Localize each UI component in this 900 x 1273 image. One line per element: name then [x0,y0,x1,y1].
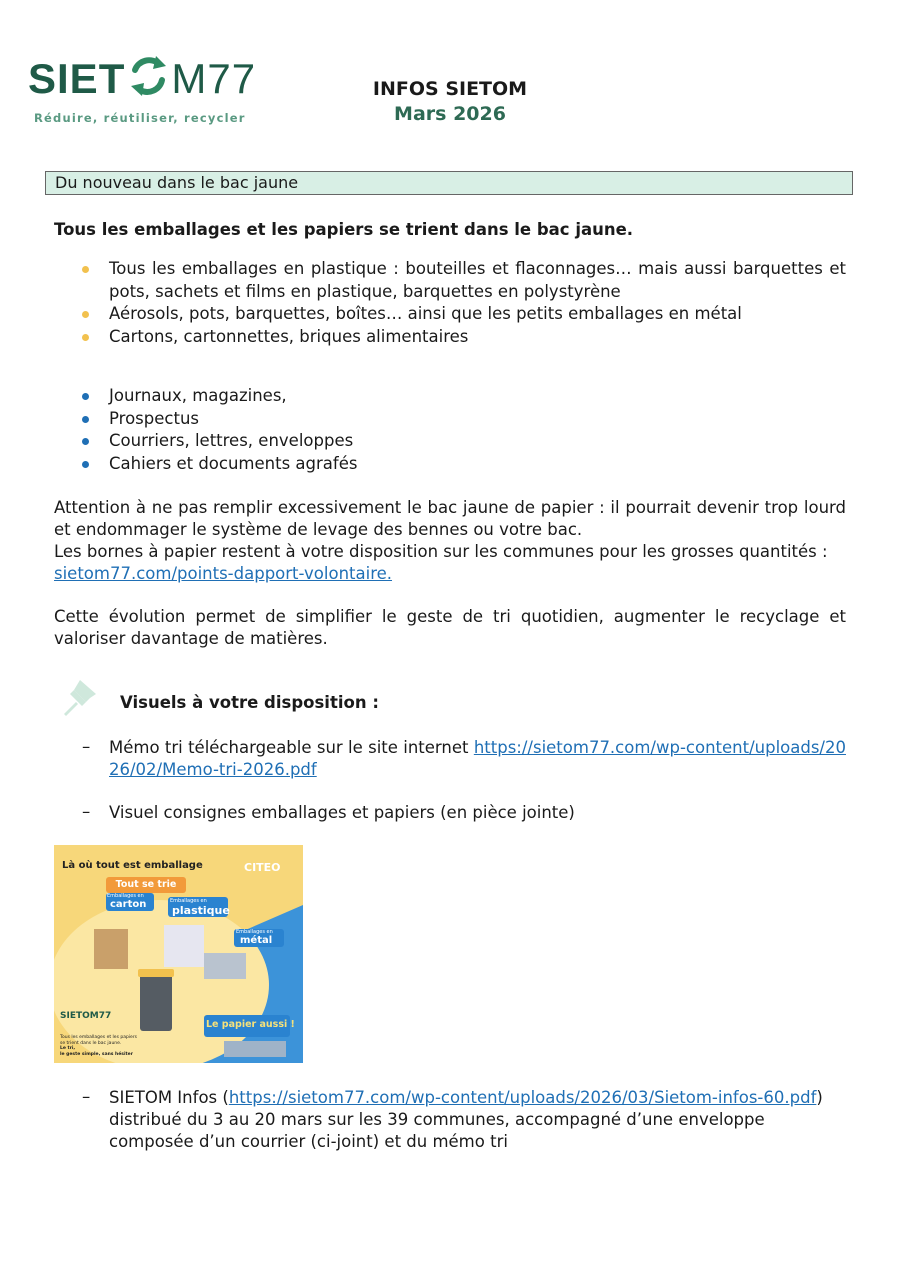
bullet-icon [82,393,89,400]
bullet-icon [82,438,89,445]
dash-bullet: – [82,802,91,821]
poster-cat-small: Emballages en [170,898,207,904]
list-item: Courriers, lettres, enveloppes [54,430,846,453]
poster-cat-plastique: plastique [172,904,230,917]
bullet-icon [82,266,89,273]
evolution-paragraph: Cette évolution permet de simplifier le geste de tri quotidien, augmenter le recyclage et valoriser davantage de matières. [54,607,846,648]
sietom-logo [28,52,258,128]
page-title: INFOS SIETOM [372,78,528,100]
list-item: Journaux, magazines, [54,385,846,408]
list-item: Prospectus [54,408,846,431]
list-item: Tous les emballages en plastique : bouteilles et flaconnages… mais aussi barquettes et pots, sachets et films en plastique, barquettes en polystyrène [54,258,846,303]
bullet-icon [82,334,89,341]
consignes-poster [54,845,303,1063]
section-title-box: Du nouveau dans le bac jaune [45,171,853,195]
dash-bullet: – [82,737,91,756]
memo-tri-line: Mémo tri téléchargeable sur le site internet https://sietom77.com/wp-content/uploads/2026/02/Memo-tri-2026.pdf [109,738,846,779]
pushpin-icon [60,676,106,720]
poster-cat-metal: métal [240,935,273,946]
points-apport-link[interactable]: sietom77.com/points-dapport-volontaire. [54,564,393,583]
sietom-infos-line: SIETOM Infos (https://sietom77.com/wp-content/uploads/2026/03/Sietom-infos-60.pdf) distribué du 3 au 20 mars sur les 39 communes, accompagné d’une enveloppe composée d’un courrier (ci-joint) et du mémo tri [109,1088,823,1151]
bullet-icon [82,461,89,468]
bullet-icon [82,311,89,318]
visuels-heading: Visuels à votre disposition : [120,693,379,712]
list-item: Cahiers et documents agrafés [54,453,846,476]
memo-tri-link[interactable]: https://sietom77.com/wp-content/uploads/2026/02/Memo-tri-2026.pdf [109,738,846,779]
intro-heading: Tous les emballages et les papiers se trient dans le bac jaune. [54,220,634,239]
poster-sietom-logo: SIETOM77 [60,1011,112,1021]
list-item: Aérosols, pots, barquettes, boîtes… ainsi que les petits emballages en métal [54,303,846,326]
attention-paragraph: Attention à ne pas remplir excessivement le bac jaune de papier : il pourrait devenir trop lourd et endommager le système de levage des bennes ou votre bac. Les bornes à papier restent à votre disposition sur les communes pour les grosses quantités : sietom77.com/points-dapport-volontaire. [54,498,846,583]
poster-papier: Le papier aussi ! [206,1019,295,1030]
sietom-infos-link[interactable]: https://sietom77.com/wp-content/uploads/2026/03/Sietom-infos-60.pdf [228,1088,817,1107]
poster-cat-small: Emballages en [236,929,273,935]
list-item: Cartons, cartonnettes, briques alimentaires [54,326,846,349]
poster-footer: Tous les emballages et les papiers se trient dans le bac jaune. Le tri, le geste simple, sans hésiter [60,1035,138,1057]
emballages-list [54,258,846,348]
recycle-arrows-icon [126,52,170,100]
papiers-list [54,385,846,475]
poster-cat-carton: carton [110,899,147,910]
logo-tagline: Réduire, réutiliser, recycler [34,111,246,125]
visuel-consignes-line: Visuel consignes emballages et papiers (en pièce jointe) [109,803,575,822]
logo-wordmark: SIET M77 [28,52,256,103]
page-subtitle: Mars 2026 [394,103,506,125]
poster-subhead: Tout se trie [106,877,186,893]
poster-headline: Là où tout est emballage [62,860,203,871]
dash-bullet: – [82,1087,91,1106]
citeo-logo: CITEO [244,861,281,874]
poster-cat-small: Emballages en [107,893,144,899]
bullet-icon [82,416,89,423]
